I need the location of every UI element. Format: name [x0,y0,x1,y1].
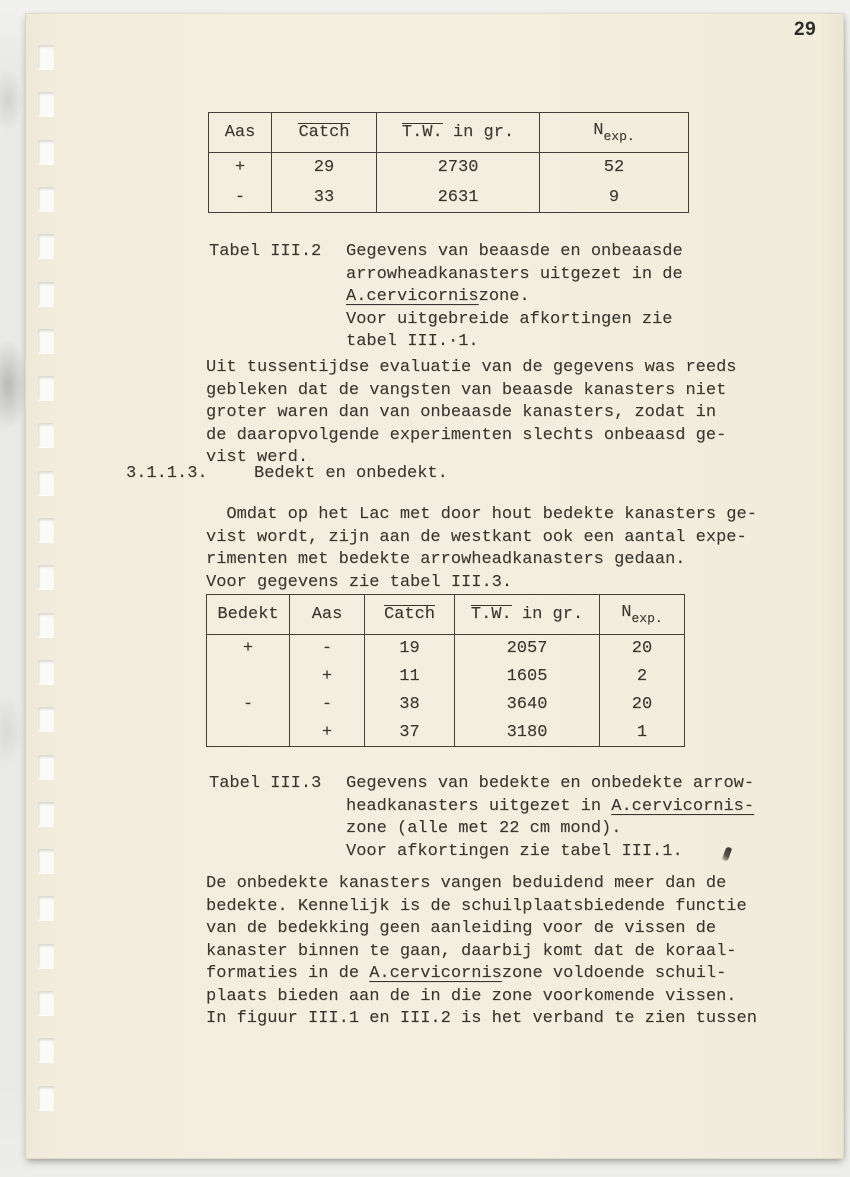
cell-nexp: 2 [600,663,685,691]
cell-aas: - [290,635,365,663]
binding-hole [38,849,54,873]
text-line: kanaster binnen te gaan, daarbij komt dat de koraal- [206,941,737,961]
binding-hole [38,1086,54,1110]
cell-catch: 38 [365,691,455,719]
cell-catch: 33 [272,183,377,213]
col-header-nexp: $N_{exp.}$ [540,113,689,153]
caption-label: Tabel III.3 [209,774,322,793]
caption-line: zone (alle met 22 cm mond). [346,819,622,838]
cell-nexp: 20 [600,635,685,663]
text-line: Voor gegevens zie tabel III.3. [206,572,513,592]
binding-hole [38,471,54,495]
binding-hole [38,896,54,920]
cell-tw: 2057 [455,635,600,663]
paragraph-2 [206,504,757,594]
binding-hole [38,660,54,684]
section-title: Bedekt en onbedekt. [254,464,448,483]
binding-hole [38,282,54,306]
col-header-catch: Catch [365,595,455,635]
text-line: plaats bieden aan de in die zone voorkomende vissen. [206,986,737,1006]
binding-hole [38,518,54,542]
table-row [207,635,685,663]
cell-nexp: 9 [540,183,689,213]
cell-bedekt [207,719,290,747]
binding-hole [38,140,54,164]
cell-catch: 37 [365,719,455,747]
caption-line: tabel III.·1. [346,332,479,351]
cell-tw: 3640 [455,691,600,719]
binding-hole [38,565,54,589]
table-iii2 [208,112,689,213]
binding-hole [38,329,54,353]
caption-line: Gegevens van beaasde en onbeaasde [346,242,683,261]
col-header-nexp: $N_{exp.}$ [600,595,685,635]
binding-hole [38,755,54,779]
cell-tw: 3180 [455,719,600,747]
binding-hole [38,45,54,69]
cell-aas: - [234,187,246,207]
caption-text [346,773,754,863]
text-line: rimenten met bedekte arrowheadkanasters gedaan. [206,550,686,569]
text-line: de daaropvolgende experimenten slechts onbeaasd ge- [206,425,727,445]
cell-tw: 2730 [377,153,540,183]
caption-line: Voor uitgebreide afkortingen zie [346,309,673,329]
cell-catch: 11 [365,663,455,691]
table-row [207,691,685,719]
binding-hole [38,234,54,258]
cell-catch: 29 [272,153,377,183]
caption-text [346,241,683,354]
text-line: bedekte. Kennelijk is de schuilplaatsbiedende functie [206,896,747,916]
binding-hole [38,376,54,400]
binding-hole [38,613,54,637]
col-header-aas: Aas [224,123,256,142]
cell-bedekt: + [242,639,254,659]
binding-hole [38,802,54,826]
species-name: A.cervicornis- [611,796,755,816]
binding-hole [38,991,54,1015]
text-line: De onbedekte kanasters vangen beduidend meer dan de [206,874,727,893]
binding-hole [38,92,54,116]
caption-line: headkanasters uitgezet in A.cervicornis- [346,796,755,816]
text-line: groter waren dan van onbeaasde kanasters, zodat in [206,403,717,422]
binding-hole [38,423,54,447]
col-header-tw: T.W. in gr. [455,595,600,635]
binding-hole [38,187,54,211]
cell-nexp: 1 [600,719,685,747]
text-line: formaties in de A.cervicorniszone voldoende schuil- [206,964,727,983]
col-header-tw: T.W. in gr. [377,113,540,153]
species-name: A.cervicornis [346,287,479,306]
cell-bedekt [207,663,290,691]
text-line: Omdat op het Lac met door hout bedekte kanasters ge- [206,505,757,524]
table-row [207,719,685,747]
caption-line: A.cervicorniszone. [346,287,530,306]
caption-tabel-iii3 [209,773,754,863]
document-page [25,13,844,1159]
binding-hole [38,944,54,968]
col-header-aas: Aas [290,595,365,635]
table-row [209,183,689,213]
page-number: 29 [794,19,817,40]
text-line: vist werd. [206,448,309,467]
cell-nexp: 20 [600,691,685,719]
binding-hole [38,1038,54,1062]
text-line: In figuur III.1 en III.2 is het verband te zien tussen [206,1009,757,1028]
paragraph-1 [206,357,737,470]
caption-line: Voor afkortingen zie tabel III.1. [346,841,683,861]
text-line: van de bedekking geen aanleiding voor de vissen de [206,919,717,938]
col-header-bedekt: Bedekt [217,605,279,624]
caption-tabel-iii2 [209,241,683,354]
cell-aas: + [234,158,246,178]
cell-aas: - [290,691,365,719]
caption-line: Gegevens van bedekte en onbedekte arrow- [346,774,755,793]
table-header-row [207,595,685,635]
caption-label: Tabel III.2 [209,242,322,261]
section-number: 3.1.1.3. [126,464,208,483]
table-row [207,663,685,691]
binding-hole [38,707,54,731]
cell-nexp: 52 [540,153,689,183]
cell-bedekt: - [242,695,254,714]
cell-catch: 19 [365,635,455,663]
caption-line: arrowheadkanasters uitgezet in de [346,264,683,284]
text-line: gebleken dat de vangsten van beaasde kanasters niet [206,380,727,400]
text-line: Uit tussentijdse evaluatie van de gegevens was reeds [206,358,737,377]
text-line: vist wordt, zijn aan de westkant ook een aantal expe- [206,527,747,547]
table-iii3 [206,594,685,747]
col-header-catch: Catch [272,113,377,153]
cell-aas: + [290,719,365,747]
table-header-row [209,113,689,153]
table-row [209,153,689,183]
cell-tw: 2631 [377,183,540,213]
species-name: A.cervicornis [369,964,502,983]
cell-tw: 1605 [455,663,600,691]
cell-aas: + [290,663,365,691]
paragraph-3 [206,873,757,1031]
